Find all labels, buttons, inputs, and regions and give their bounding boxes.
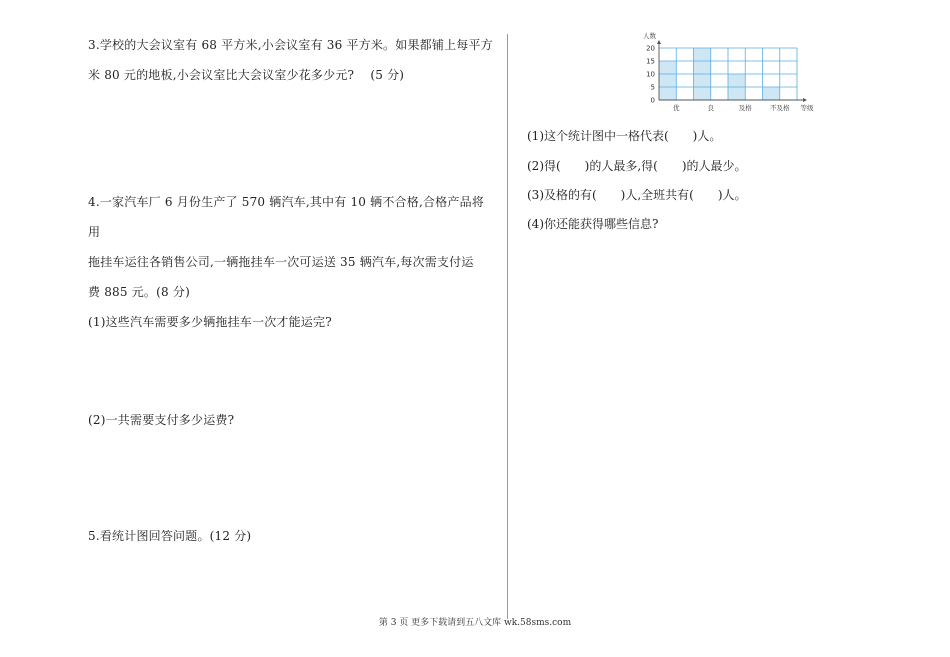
y-tick-label-4: 20 xyxy=(646,44,655,53)
right-question-4: (4)你还能获得哪些信息? xyxy=(527,217,659,231)
y-tick-label-1: 5 xyxy=(650,83,655,92)
statistics-chart xyxy=(640,30,820,120)
y-tick-label-2: 10 xyxy=(646,70,655,79)
x-axis-label: 等级 xyxy=(800,104,814,112)
x-axis-arrow xyxy=(803,98,807,102)
y-axis-label: 人数 xyxy=(643,32,656,40)
question-4-line-3: 费 885 元。(8 分) xyxy=(88,285,190,299)
y-tick-label-3: 15 xyxy=(646,57,655,66)
question-4-sub-2: (2)一共需要支付多少运费? xyxy=(88,413,235,427)
right-question-1: (1)这个统计图中一格代表( )人。 xyxy=(527,129,722,143)
column-divider xyxy=(507,34,508,619)
bar-0 xyxy=(659,61,676,100)
y-axis-arrow xyxy=(657,40,661,44)
right-question-2: (2)得( )的人最多,得( )的人最少。 xyxy=(527,159,747,173)
question-4-line-1: 4.一家汽车厂 6 月份生产了 570 辆汽车,其中有 10 辆不合格,合格产品将用 xyxy=(88,195,484,239)
question-3-line-2: 米 80 元的地板,小会议室比大会议室少花多少元? (5 分) xyxy=(88,68,405,82)
x-tick-label-2: 及格 xyxy=(738,104,752,112)
x-tick-label-3: 不及格 xyxy=(770,104,790,112)
question-4-sub-1: (1)这些汽车需要多少辆拖挂车一次才能运完? xyxy=(88,315,332,329)
x-tick-label-1: 良 xyxy=(707,104,714,112)
question-5: 5.看统计图回答问题。(12 分) xyxy=(88,529,252,543)
bar-3 xyxy=(763,87,780,100)
left-column xyxy=(88,30,493,551)
right-question-3: (3)及格的有( )人,全班共有( )人。 xyxy=(527,188,747,202)
question-4-line-2: 拖挂车运往各销售公司,一辆拖挂车一次可运送 35 辆汽车,每次需支付运 xyxy=(88,255,474,269)
bar-chart xyxy=(640,30,820,120)
question-3-line-1: 3.学校的大会议室有 68 平方米,小会议室有 36 平方米。如果都铺上每平方 xyxy=(88,38,493,52)
x-tick-label-0: 优 xyxy=(673,104,680,112)
page-footer: 第 3 页 更多下载请到五八文库 wk.58sms.com xyxy=(378,618,572,628)
y-tick-label-0: 0 xyxy=(650,96,655,105)
